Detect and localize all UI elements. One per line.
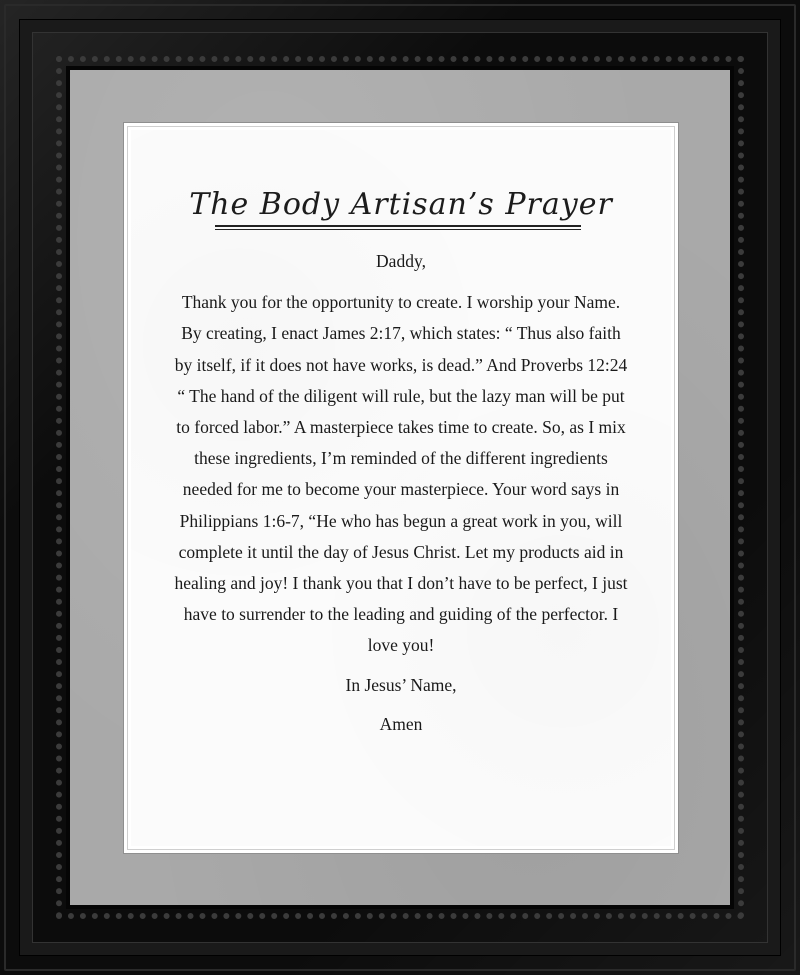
title-underline-thin bbox=[215, 229, 581, 230]
mat-opening bbox=[124, 123, 678, 853]
prayer-greeting: Daddy, bbox=[376, 251, 426, 271]
prayer-amen: Amen bbox=[379, 713, 423, 734]
prayer-text bbox=[171, 246, 631, 740]
prayer-title: The Body Artisan’s Prayer bbox=[189, 187, 613, 222]
prayer-closing: In Jesus’ Name, bbox=[345, 674, 457, 695]
title-underline bbox=[215, 225, 581, 227]
prayer-document bbox=[131, 130, 671, 846]
prayer-body: Thank you for the opportunity to create. I worship your Name. By creating, I enact James 2:17, which states: “ Thus also faith by itself, if it does not have works, is dead.” And Proverbs 12:24 “ The hand of the diligent will rule, but the lazy man will be put to forced labor.” A masterpiece takes time to create. So, as I mix these ingredients, I’m reminded of the different ingredients needed for me to become your masterpiece. Your word says in Philippians 1:6-7, “He who has begun a great work in you, will complete it until the day of Jesus Christ. Let my products aid in healing and joy! I thank you that I don’t have to be perfect, I just have to surrender to the leading and guiding of the perfector. I love you! bbox=[174, 292, 628, 656]
